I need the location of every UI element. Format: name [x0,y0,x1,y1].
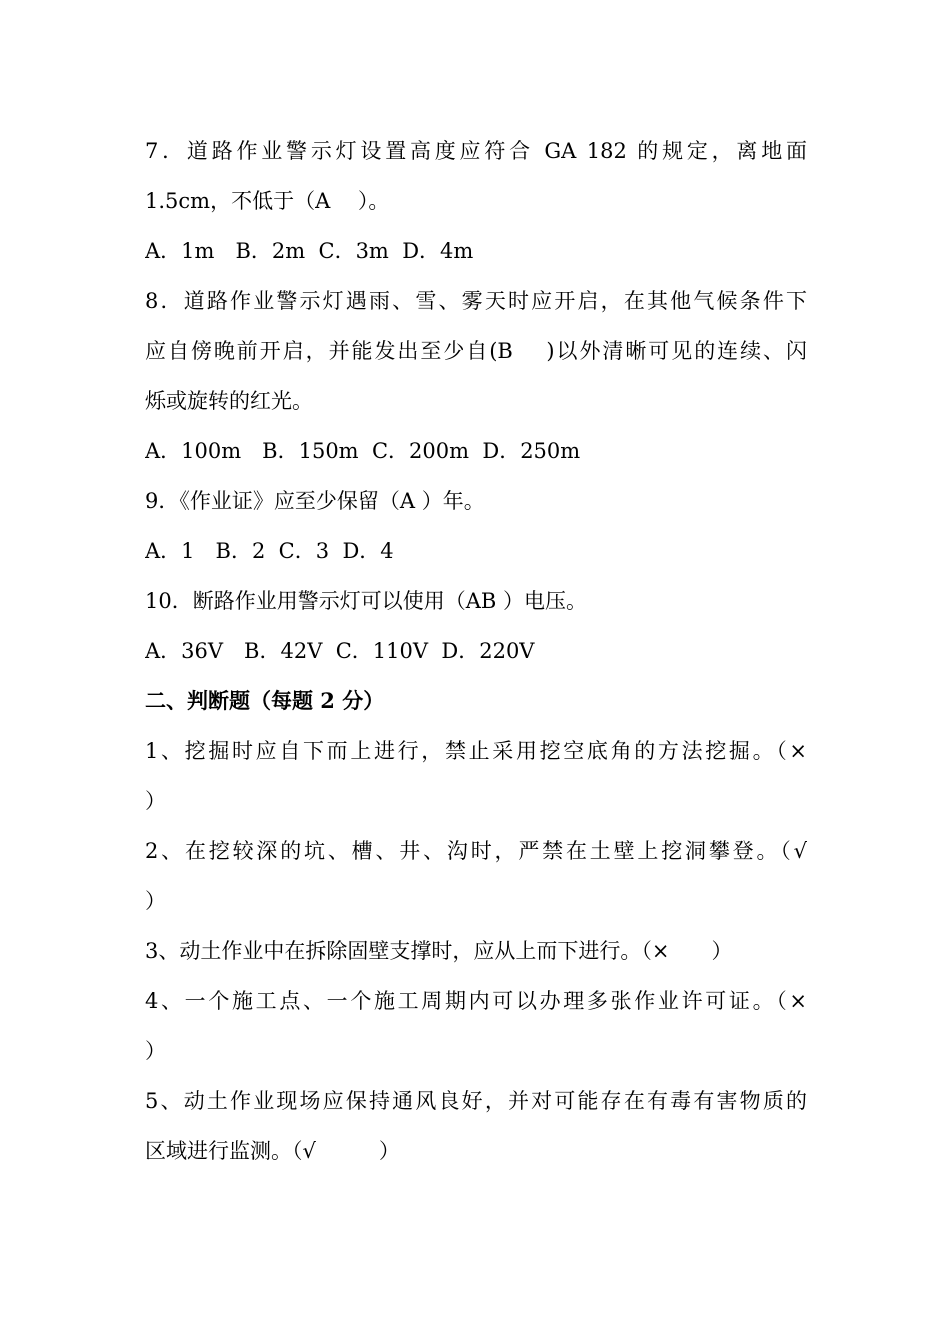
judgment-5-line-2: 区域进行监测。（√ ） [145,1139,400,1163]
judgment-3: 3、动土作业中在拆除固壁支撑时，应从上而下进行。（× ） [145,939,733,963]
question-10-options: A．36V B．42V C．110V D．220V [145,639,535,663]
question-10-text: 10．断路作业用警示灯可以使用（AB ）电压。 [145,589,587,613]
judgment-4-line-2: ） [145,1039,166,1063]
question-8-options: A．100m B．150m C．200m D．250m [145,439,581,463]
judgment-2-line-1: 2、在挖较深的坑、槽、井、沟时，严禁在土壁上挖洞攀登。（√ [145,839,807,863]
judgment-2-line-2: ） [145,889,166,913]
question-9-options: A．1 B．2 C．3 D．4 [145,539,394,563]
section-heading-judgment: 二、判断题（每题 2 分） [145,688,385,713]
judgment-1-line-2: ） [145,789,166,813]
question-9-text: 9．《作业证》应至少保留（A ）年。 [145,489,485,513]
question-8-text-line-1: 8．道路作业警示灯遇雨、雪、雾天时应开启，在其他气候条件下 [145,289,807,313]
judgment-1-line-1: 1、挖掘时应自下而上进行，禁止采用挖空底角的方法挖掘。（× [145,739,807,763]
question-7-text-line-1: 7．道路作业警示灯设置高度应符合 GA 182 的规定，离地面 [145,139,807,163]
judgment-4-line-1: 4、一个施工点、一个施工周期内可以办理多张作业许可证。（× [145,989,807,1013]
question-7-options: A．1m B．2m C．3m D．4m [145,239,474,263]
question-8-text-line-2: 应自傍晚前开启，并能发出至少自(B )以外清晰可见的连续、闪 [145,339,807,363]
document-body [145,126,807,1176]
question-7-text-line-2: 1.5cm，不低于（A ）。 [145,189,390,213]
question-8-text-line-3: 烁或旋转的红光。 [145,389,313,413]
judgment-5-line-1: 5、动土作业现场应保持通风良好，并对可能存在有毒有害物质的 [145,1089,807,1113]
